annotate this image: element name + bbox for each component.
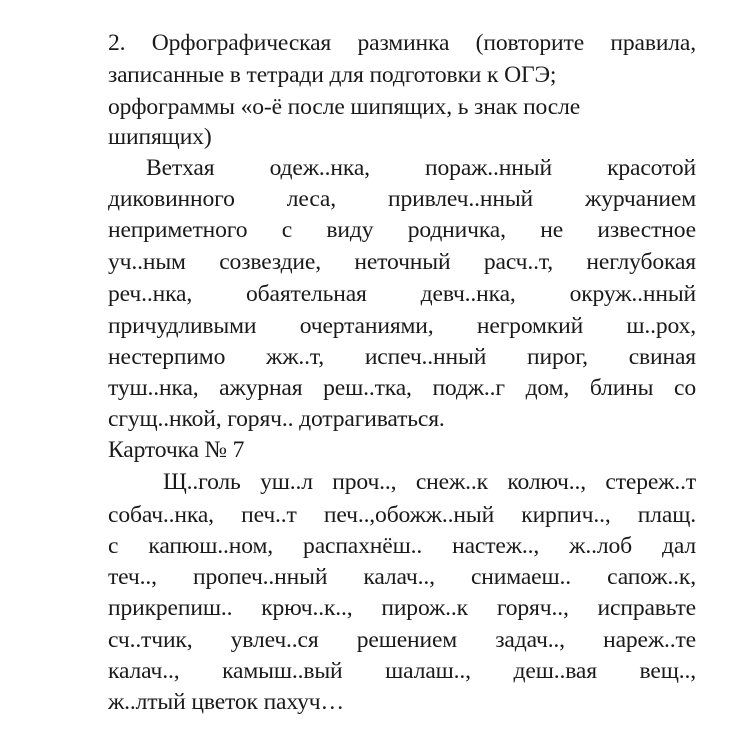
exercise-line-5: реч..нка, обаятельная девч..нка, окруж..нный: [108, 281, 696, 307]
card-line-8: ж..лтый цветок пахуч…: [108, 689, 344, 715]
task-heading-line-4: шипящих): [108, 124, 212, 150]
card-line-4: теч.., пропеч..нный калач.., снимаеш.. сапож..к,: [108, 564, 696, 590]
card-title: Карточка № 7: [108, 437, 245, 463]
task-heading-line-3: орфограммы «о-ё после шипящих, ь знак после: [108, 94, 581, 120]
exercise-line-9: сгущ..нкой, горяч.. дотрагиваться.: [108, 406, 445, 432]
exercise-line-8: туш..нка, ажурная реш..тка, подж..г дом, блины со: [108, 375, 696, 401]
card-line-6: сч..тчик, увлеч..ся решением задач.., нареж..те: [108, 627, 696, 653]
exercise-line-1: Ветхая одеж..нка, пораж..нный красотой: [146, 155, 696, 181]
exercise-line-3: неприметного с виду родничка, не известное: [108, 217, 696, 243]
card-line-2: собач..нка, печ..т печ..,обожж..ный кирпич.., плащ.: [108, 502, 696, 528]
task-heading-line-1: 2. Орфографическая разминка (повторите правила,: [108, 30, 696, 56]
card-line-7: калач.., камыш..вый шалаш.., деш..вая вещ..,: [108, 658, 696, 684]
card-line-1: Щ..голь уш..л проч.., снеж..к колюч.., стереж..т: [163, 469, 696, 495]
card-line-5: прикрепиш.. крюч..к.., пирож..к горяч.., исправьте: [108, 595, 696, 621]
exercise-line-4: уч..ным созвездие, неточный расч..т, неглубокая: [108, 249, 696, 275]
exercise-line-6: причудливыми очертаниями, негромкий ш..рох,: [108, 313, 696, 339]
exercise-line-7: нестерпимо жж..т, испеч..нный пирог, свиная: [108, 344, 696, 370]
exercise-line-2: диковинного леса, привлеч..нный журчанием: [108, 186, 696, 212]
card-line-3: с капюш..ном, распахнёш.. настеж.., ж..лоб дал: [108, 533, 696, 559]
task-heading-line-2: записанные в тетради для подготовки к ОГЭ;: [108, 62, 557, 88]
